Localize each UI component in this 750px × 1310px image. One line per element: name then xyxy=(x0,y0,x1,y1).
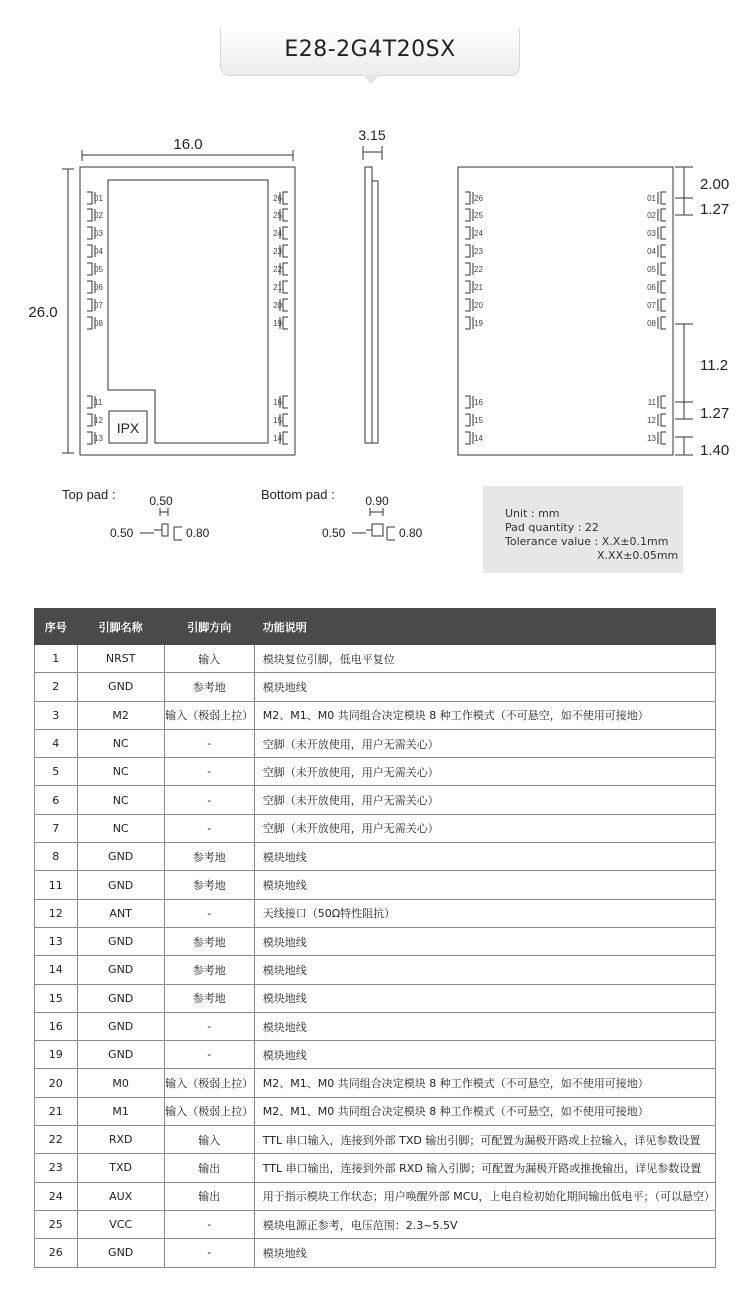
top-pad-w: 0.50 xyxy=(149,494,173,508)
pin-number-label: 24 xyxy=(474,229,483,238)
table-row xyxy=(35,1041,716,1069)
table-row xyxy=(35,729,716,757)
pin-number-label: 24 xyxy=(273,229,282,238)
table-row xyxy=(35,956,716,984)
pin-index-cell: 3 xyxy=(35,701,78,729)
pin-name-cell: M2 xyxy=(77,701,164,729)
pin-name-cell: GND xyxy=(77,1041,164,1069)
pin-name-cell: ANT xyxy=(77,899,164,927)
top-pad-h: 0.80 xyxy=(186,526,210,540)
dim-1-27-top: 1.27 xyxy=(700,201,730,218)
pin-description-cell: 空脚（未开放使用，用户无需关心） xyxy=(254,729,715,757)
bottom-pad-l: 0.50 xyxy=(322,526,346,540)
table-row xyxy=(35,899,716,927)
pin-number-label: 11 xyxy=(647,398,656,407)
pin-direction-cell: 参考地 xyxy=(164,956,254,984)
table-row xyxy=(35,786,716,814)
bottom-pad-shape xyxy=(366,524,383,536)
pad-quantity-text: Pad quantity : 22 xyxy=(505,521,599,534)
pin-description-cell: 模块地线 xyxy=(254,1239,715,1267)
pin-index-cell: 4 xyxy=(35,729,78,757)
pin-number-label: 16 xyxy=(273,398,282,407)
pin-number-label: 11 xyxy=(94,398,103,407)
table-row xyxy=(35,843,716,871)
pin-number-label: 19 xyxy=(273,319,282,328)
pin-number-label: 07 xyxy=(94,301,103,310)
pin-number-label: 06 xyxy=(647,283,656,292)
top-pad-shape xyxy=(154,524,168,536)
pin-number-label: 01 xyxy=(94,194,103,203)
pin-number-label: 25 xyxy=(474,211,483,220)
pin-number-label: 05 xyxy=(647,265,656,274)
table-row xyxy=(35,814,716,842)
pin-number-label: 20 xyxy=(273,301,282,310)
table-row xyxy=(35,1154,716,1182)
pin-number-label: 26 xyxy=(273,194,282,203)
pin-direction-cell: 参考地 xyxy=(164,984,254,1012)
pin-number-label: 12 xyxy=(94,416,103,425)
pin-number-label: 13 xyxy=(647,434,656,443)
pin-number-label: 04 xyxy=(647,247,656,256)
pin-direction-cell: 参考地 xyxy=(164,843,254,871)
dim-11-2: 11.2 xyxy=(700,357,729,374)
pin-number-label: 15 xyxy=(273,416,282,425)
pin-direction-cell: 输入（极弱上拉） xyxy=(164,1069,254,1097)
col-header-index: 序号 xyxy=(35,609,78,645)
pin-name-cell: TXD xyxy=(77,1154,164,1182)
side-view-board xyxy=(372,181,378,443)
table-row xyxy=(35,927,716,955)
pin-number-label: 01 xyxy=(647,194,656,203)
table-row xyxy=(35,984,716,1012)
info-box xyxy=(483,486,683,573)
pin-direction-cell: 输入（极弱上拉） xyxy=(164,701,254,729)
pin-name-cell: M0 xyxy=(77,1069,164,1097)
pin-number-label: 21 xyxy=(474,283,483,292)
pin-number-label: 02 xyxy=(647,211,656,220)
pin-description-cell: 空脚（未开放使用，用户无需关心） xyxy=(254,814,715,842)
bottom-view-outline xyxy=(458,167,673,455)
pin-direction-cell: - xyxy=(164,1210,254,1238)
pin-table xyxy=(34,608,716,1268)
pin-description-cell: M2、M1、M0 共同组合决定模块 8 种工作模式（不可悬空，如不使用可接地） xyxy=(254,701,715,729)
tolerance-text-2: X.XX±0.05mm xyxy=(597,549,679,562)
pin-number-label: 25 xyxy=(273,211,282,220)
pin-index-cell: 25 xyxy=(35,1210,78,1238)
pin-description-cell: 模块电源正参考，电压范围：2.3~5.5V xyxy=(254,1210,715,1238)
dim-width: 16.0 xyxy=(173,136,203,153)
pin-direction-cell: 输入（极弱上拉） xyxy=(164,1097,254,1125)
pin-description-cell: M2、M1、M0 共同组合决定模块 8 种工作模式（不可悬空，如不使用可接地） xyxy=(254,1069,715,1097)
pin-number-label: 23 xyxy=(474,247,483,256)
side-view-body xyxy=(365,167,372,443)
pin-direction-cell: 参考地 xyxy=(164,927,254,955)
pin-number-label: 14 xyxy=(474,434,483,443)
pin-description-cell: 模块地线 xyxy=(254,843,715,871)
pin-name-cell: NC xyxy=(77,758,164,786)
pin-index-cell: 19 xyxy=(35,1041,78,1069)
pin-index-cell: 23 xyxy=(35,1154,78,1182)
pin-name-cell: RXD xyxy=(77,1126,164,1154)
table-row xyxy=(35,1069,716,1097)
pin-number-label: 13 xyxy=(94,434,103,443)
pin-name-cell: GND xyxy=(77,871,164,899)
pin-index-cell: 1 xyxy=(35,645,78,673)
pin-index-cell: 5 xyxy=(35,758,78,786)
pin-description-cell: 模块地线 xyxy=(254,871,715,899)
pin-name-cell: NC xyxy=(77,786,164,814)
table-row xyxy=(35,673,716,701)
pin-number-label: 03 xyxy=(647,229,656,238)
pin-direction-cell: - xyxy=(164,1239,254,1267)
pin-description-cell: 模块地线 xyxy=(254,956,715,984)
pin-number-label: 15 xyxy=(474,416,483,425)
pin-number-label: 06 xyxy=(94,283,103,292)
pin-number-label: 04 xyxy=(94,247,103,256)
pin-index-cell: 24 xyxy=(35,1182,78,1210)
top-pad-l: 0.50 xyxy=(110,526,134,540)
table-header-row xyxy=(35,609,716,645)
pin-number-label: 07 xyxy=(647,301,656,310)
pin-description-cell: 模块地线 xyxy=(254,673,715,701)
pin-name-cell: GND xyxy=(77,927,164,955)
pin-number-label: 08 xyxy=(94,319,103,328)
pin-direction-cell: - xyxy=(164,786,254,814)
pin-number-label: 22 xyxy=(273,265,282,274)
table-row xyxy=(35,758,716,786)
pin-direction-cell: 输入 xyxy=(164,645,254,673)
pin-name-cell: AUX xyxy=(77,1182,164,1210)
pin-name-cell: GND xyxy=(77,1012,164,1040)
pin-description-cell: M2、M1、M0 共同组合决定模块 8 种工作模式（不可悬空，如不使用可接地） xyxy=(254,1097,715,1125)
pin-description-cell: TTL 串口输入，连接到外部 TXD 输出引脚；可配置为漏极开路或上拉输入，详见参数设置 xyxy=(254,1126,715,1154)
pin-direction-cell: 参考地 xyxy=(164,871,254,899)
pin-name-cell: GND xyxy=(77,956,164,984)
pin-description-cell: 模块地线 xyxy=(254,1041,715,1069)
pin-description-cell: 用于指示模块工作状态；用户唤醒外部 MCU，上电自检初始化期间输出低电平；（可以悬空） xyxy=(254,1182,715,1210)
pin-direction-cell: 输出 xyxy=(164,1154,254,1182)
bottom-pad-w: 0.90 xyxy=(365,494,389,508)
pin-index-cell: 6 xyxy=(35,786,78,814)
pin-number-label: 19 xyxy=(474,319,483,328)
pin-name-cell: GND xyxy=(77,673,164,701)
pin-number-label: 22 xyxy=(474,265,483,274)
table-row xyxy=(35,1210,716,1238)
tolerance-text: Tolerance value : X.X±0.1mm xyxy=(505,535,669,548)
dim-1-40: 1.40 xyxy=(700,442,730,459)
pin-direction-cell: 参考地 xyxy=(164,673,254,701)
pin-description-cell: 模块复位引脚，低电平复位 xyxy=(254,645,715,673)
pin-direction-cell: - xyxy=(164,899,254,927)
pin-name-cell: M1 xyxy=(77,1097,164,1125)
pin-index-cell: 12 xyxy=(35,899,78,927)
pin-number-label: 08 xyxy=(647,319,656,328)
table-row xyxy=(35,645,716,673)
bottom-pad-h: 0.80 xyxy=(399,526,423,540)
pin-description-cell: 模块地线 xyxy=(254,927,715,955)
pin-description-cell: 天线接口（50Ω特性阻抗） xyxy=(254,899,715,927)
pin-direction-cell: - xyxy=(164,814,254,842)
dim-height: 26.0 xyxy=(28,304,58,321)
title-banner xyxy=(220,28,520,86)
dim-thickness: 3.15 xyxy=(358,127,386,143)
pin-number-label: 21 xyxy=(273,283,282,292)
pin-direction-cell: - xyxy=(164,1041,254,1069)
pin-description-cell: 模块地线 xyxy=(254,984,715,1012)
pin-number-label: 02 xyxy=(94,211,103,220)
pin-number-label: 14 xyxy=(273,434,282,443)
pin-name-cell: GND xyxy=(77,984,164,1012)
pin-number-label: 12 xyxy=(647,416,656,425)
col-header-direction: 引脚方向 xyxy=(164,609,254,645)
pin-number-label: 05 xyxy=(94,265,103,274)
pin-name-cell: GND xyxy=(77,1239,164,1267)
pin-direction-cell: - xyxy=(164,1012,254,1040)
pin-index-cell: 8 xyxy=(35,843,78,871)
pin-number-label: 03 xyxy=(94,229,103,238)
dim-2-00: 2.00 xyxy=(700,176,730,193)
top-pad-label: Top pad : xyxy=(62,487,116,502)
table-row xyxy=(35,1097,716,1125)
unit-text: Unit : mm xyxy=(505,507,560,520)
col-header-description: 功能说明 xyxy=(254,609,715,645)
pin-number-label: 26 xyxy=(474,194,483,203)
table-row xyxy=(35,1012,716,1040)
page-title: E28-2G4T20SX xyxy=(284,37,456,62)
pin-direction-cell: - xyxy=(164,758,254,786)
pin-index-cell: 16 xyxy=(35,1012,78,1040)
pin-description-cell: TTL 串口输出，连接到外部 RXD 输入引脚；可配置为漏极开路或推挽输出，详见参数设置 xyxy=(254,1154,715,1182)
table-row xyxy=(35,1182,716,1210)
pin-description-cell: 空脚（未开放使用，用户无需关心） xyxy=(254,758,715,786)
table-row xyxy=(35,1239,716,1267)
pin-number-label: 20 xyxy=(474,301,483,310)
pin-name-cell: GND xyxy=(77,843,164,871)
pin-index-cell: 20 xyxy=(35,1069,78,1097)
title-notch xyxy=(363,75,379,84)
col-header-pin-name: 引脚名称 xyxy=(77,609,164,645)
pin-index-cell: 7 xyxy=(35,814,78,842)
bottom-pad-label: Bottom pad : xyxy=(261,487,335,502)
table-row xyxy=(35,701,716,729)
ipx-label: IPX xyxy=(116,420,140,436)
pin-number-label: 16 xyxy=(474,398,483,407)
pin-name-cell: VCC xyxy=(77,1210,164,1238)
table-row xyxy=(35,1126,716,1154)
pin-direction-cell: 输出 xyxy=(164,1182,254,1210)
pin-name-cell: NC xyxy=(77,729,164,757)
table-row xyxy=(35,871,716,899)
pin-direction-cell: - xyxy=(164,729,254,757)
pin-direction-cell: 输入 xyxy=(164,1126,254,1154)
pin-index-cell: 22 xyxy=(35,1126,78,1154)
pin-number-label: 23 xyxy=(273,247,282,256)
pin-description-cell: 模块地线 xyxy=(254,1012,715,1040)
pin-index-cell: 13 xyxy=(35,927,78,955)
dim-1-27-bottom: 1.27 xyxy=(700,405,730,422)
pin-index-cell: 14 xyxy=(35,956,78,984)
pin-index-cell: 26 xyxy=(35,1239,78,1267)
pin-index-cell: 2 xyxy=(35,673,78,701)
pin-name-cell: NRST xyxy=(77,645,164,673)
pin-index-cell: 15 xyxy=(35,984,78,1012)
pin-index-cell: 21 xyxy=(35,1097,78,1125)
pin-index-cell: 11 xyxy=(35,871,78,899)
pin-name-cell: NC xyxy=(77,814,164,842)
pin-description-cell: 空脚（未开放使用，用户无需关心） xyxy=(254,786,715,814)
